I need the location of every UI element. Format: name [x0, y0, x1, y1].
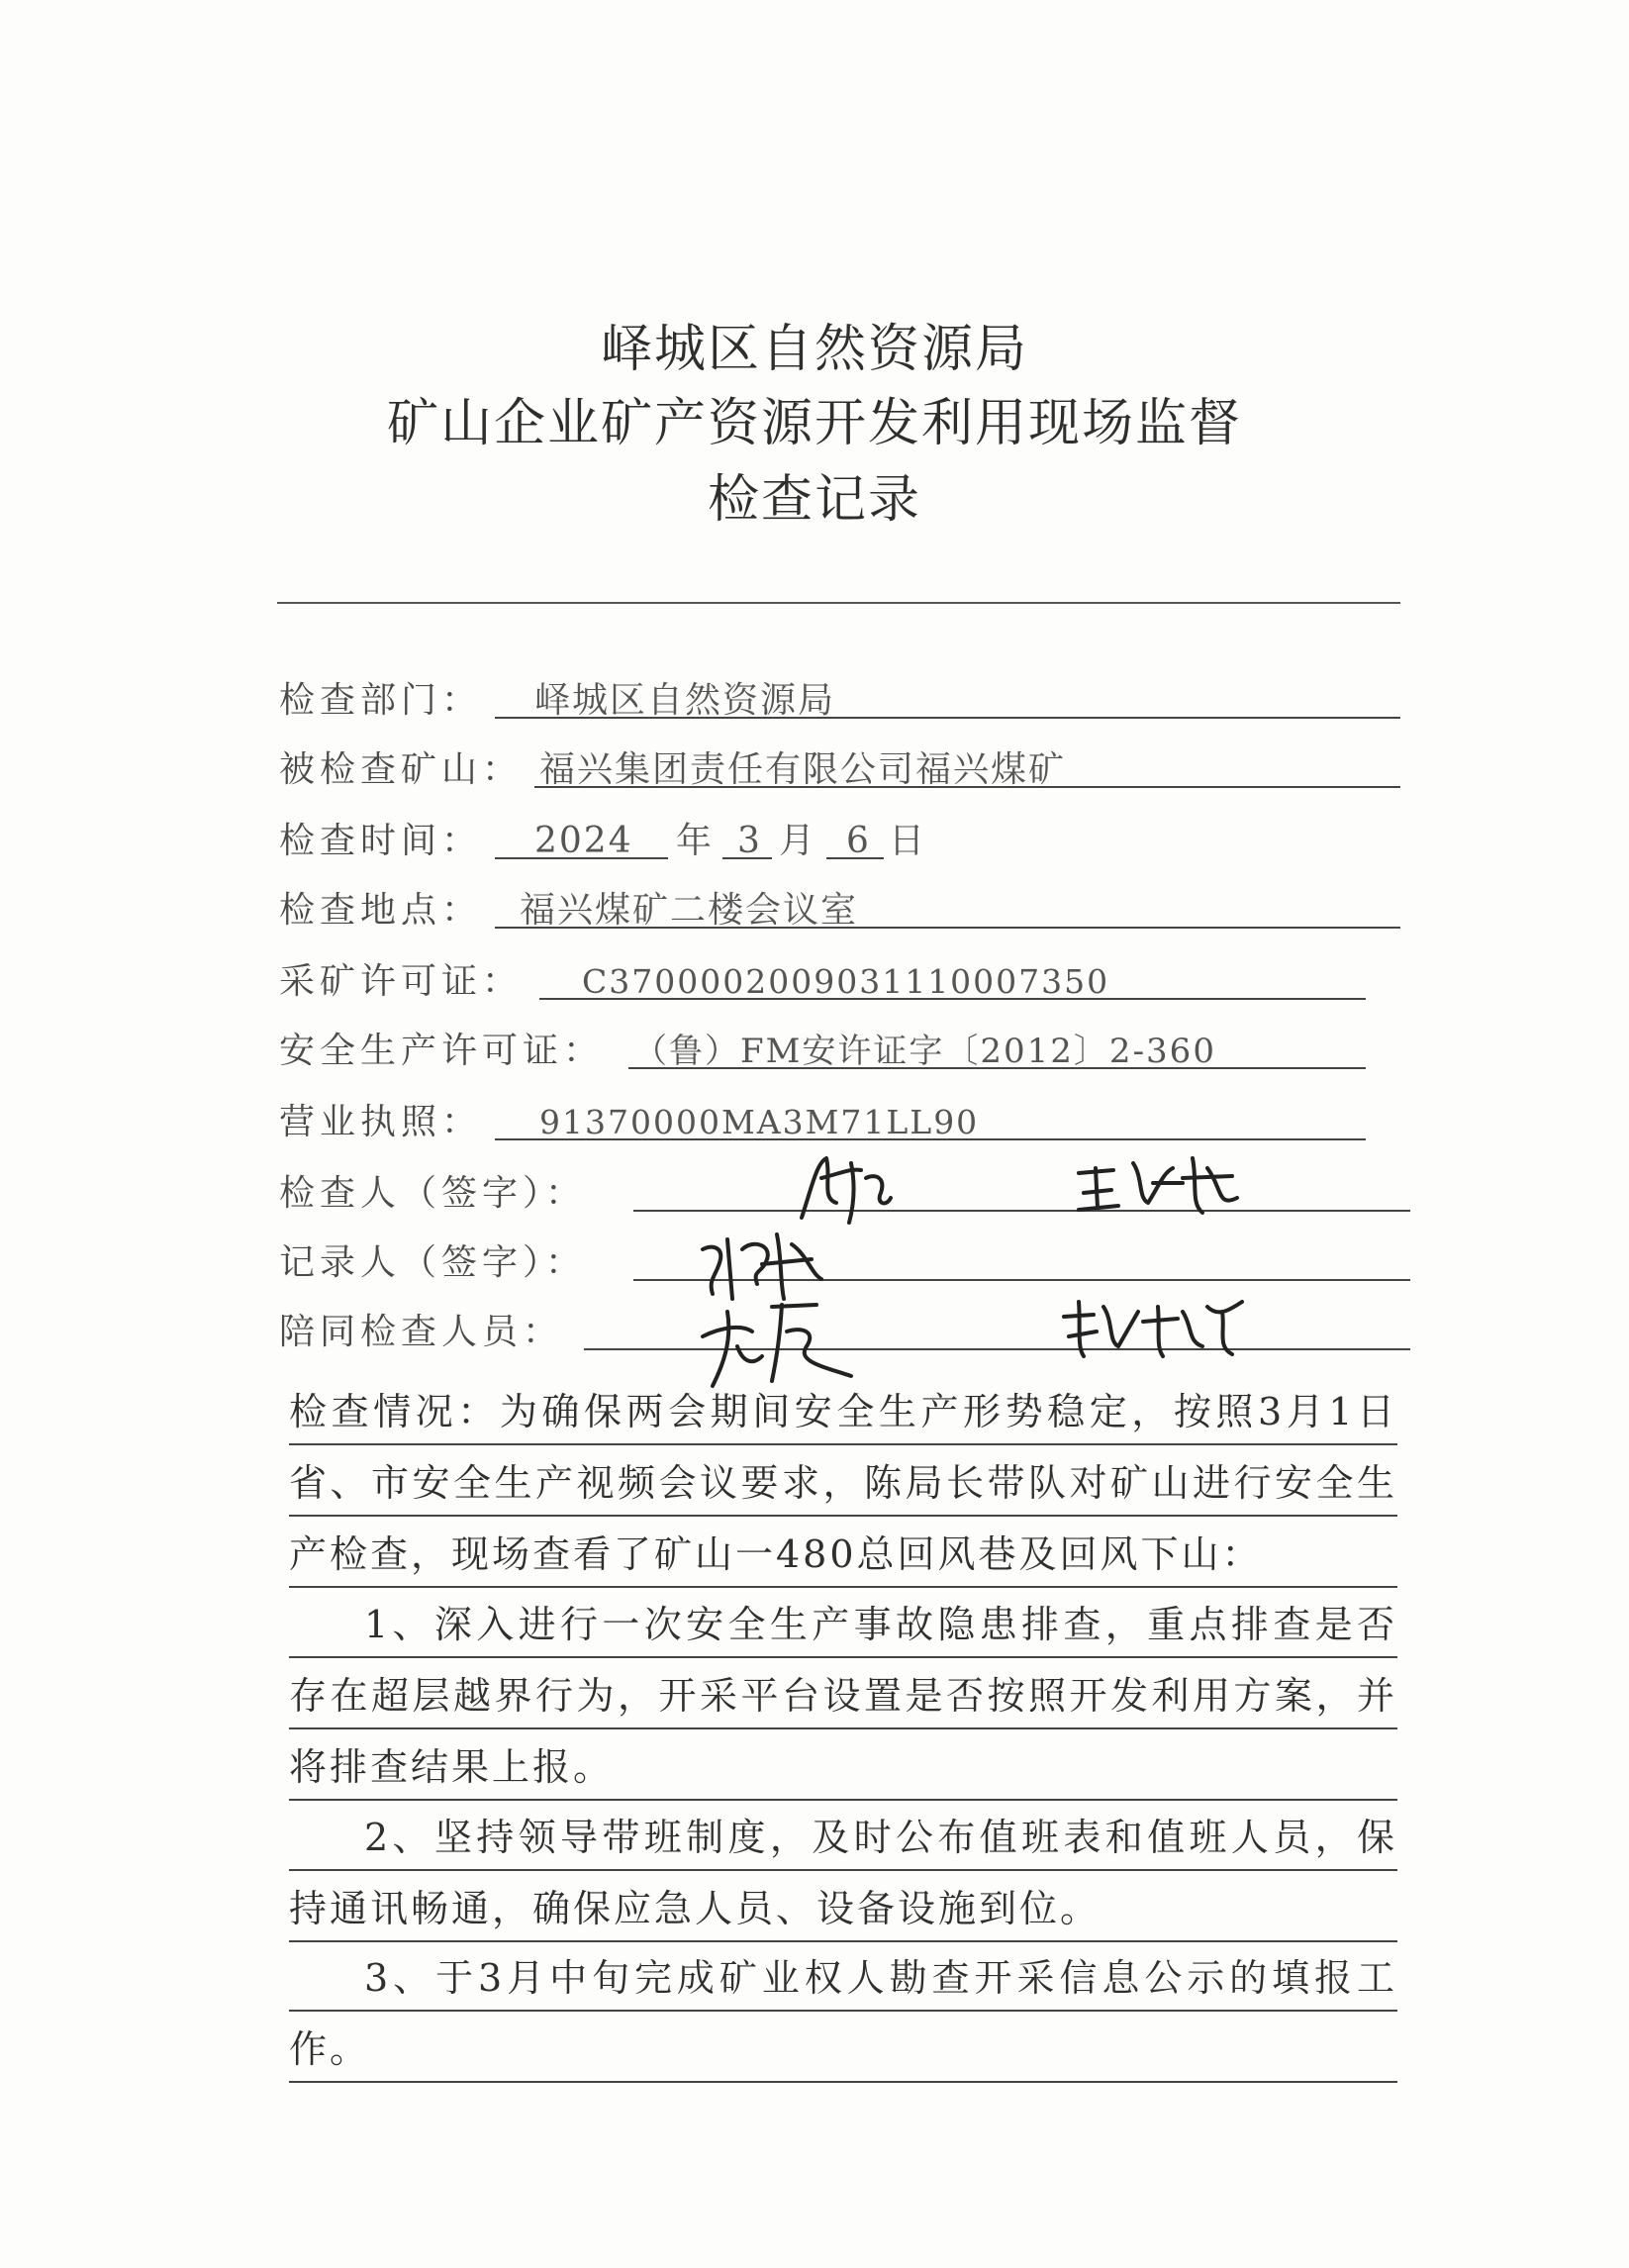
situation-intro: 检查情况：为确保两会期间安全生产形势稳定，按照3月1日省、市安全生产视频会议要求，陈局长带队对矿山进行安全生产检查，现场查看了矿山一480总回风巷及回风下山： [289, 1376, 1397, 1590]
mining-license-value: C3700002009031110007350 [582, 962, 1110, 1001]
doc-title-agency: 峄城区自然资源局 [600, 320, 1028, 379]
time-day-underline [826, 857, 884, 859]
safety-license-label: 安全生产许可证： [279, 1031, 605, 1071]
inspector-label: 检查人（签字）： [279, 1173, 587, 1214]
mining-license-underline [539, 998, 1366, 1000]
accompany-label: 陪同检查人员： [279, 1312, 564, 1352]
time-day-unit: 日 [889, 821, 927, 861]
department-value: 峄城区自然资源局 [534, 680, 836, 721]
department-row [279, 677, 482, 725]
inspector-underline [633, 1210, 1410, 1212]
department-underline [495, 717, 1400, 719]
mine-label: 被检查矿山： [279, 749, 524, 790]
situation-item-2 [289, 1802, 1397, 1944]
doc-title-main: 矿山企业矿产资源开发利用现场监督 [386, 394, 1242, 453]
time-month-unit: 月 [779, 821, 817, 861]
mine-value: 福兴集团责任有限公司福兴煤矿 [539, 749, 1067, 790]
safety-license-row [279, 1028, 604, 1075]
business-license-underline [495, 1138, 1366, 1140]
recorder-label: 记录人（签字）： [279, 1242, 587, 1283]
situation-item-3-text: 3、于3月中旬完成矿业权人勘查开采信息公示的填报工作。 [289, 1956, 1397, 2071]
recorder-row [279, 1239, 586, 1287]
inspector-signature-2 [1074, 1148, 1242, 1223]
time-row [279, 818, 482, 865]
location-label: 检查地点： [279, 890, 483, 931]
safety-license-value: （鲁）FM安许证字〔2012〕2-360 [633, 1032, 1216, 1071]
doc-title-record: 检查记录 [707, 470, 921, 530]
time-day: 6 [846, 821, 871, 861]
accompany-signature-2 [1059, 1287, 1257, 1366]
accompany-row [279, 1309, 563, 1356]
mine-row [279, 746, 523, 794]
time-year: 2024 [534, 821, 633, 861]
business-license-value: 91370000MA3M71LL90 [539, 1103, 980, 1141]
inspector-row [279, 1170, 586, 1218]
time-month: 3 [737, 821, 762, 861]
title-divider [277, 602, 1400, 604]
situation-item-2-text: 2、坚持领导带班制度，及时公布值班表和值班人员，保持通讯畅通，确保应急人员、设备设施到位。 [289, 1816, 1397, 1930]
location-underline [495, 927, 1400, 929]
situation-item-3 [289, 1942, 1397, 2085]
location-value: 福兴煤矿二楼会议室 [520, 890, 859, 931]
time-year-underline [495, 857, 668, 859]
business-license-label: 营业执照： [279, 1102, 483, 1142]
mining-license-row [279, 958, 523, 1006]
mine-underline [534, 786, 1400, 788]
mining-license-label: 采矿许可证： [279, 961, 524, 1002]
situation-item-1-text: 1、深入进行一次安全生产事故隐患排查，重点排查是否存在超层越界行为，开采平台设置是否按照开发利用方案，并将排查结果上报。 [289, 1603, 1397, 1789]
location-row [279, 887, 482, 935]
situation-item-1 [289, 1589, 1397, 1803]
inspector-signature-1 [792, 1148, 901, 1228]
time-year-unit: 年 [676, 821, 715, 861]
department-label: 检查部门： [279, 680, 483, 721]
time-label: 检查时间： [279, 821, 483, 861]
business-license-row [279, 1099, 482, 1146]
safety-license-underline [628, 1067, 1366, 1069]
time-month-underline [722, 857, 772, 859]
